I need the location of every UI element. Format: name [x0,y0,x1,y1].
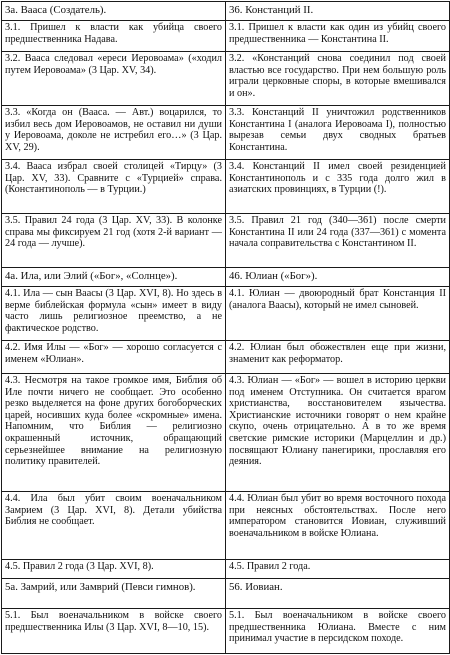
comparison-cell-left: 5.1. Был военачальником в войске своего предшественника Илы (3 Цар. XVI, 8—10, 15). [2,609,226,654]
comparison-cell-left: 4.5. Правил 2 года (3 Цар. XVI, 8). [2,560,226,579]
comparison-cell-right: 4.3. Юлиан — «Бог» — вошел в историю церкви под именем Отступника. Он считается врагом христианства, восстановителем язычества. Христианские источники говорят о нем крайне скупо, очень отрицательно. А в то же время светские римские историки (Марцеллин и др.) посвящают Юлиану панегирики, прославляя его деяния. [226,374,450,492]
comparison-cell-left: 3.2. Вааса следовал «ереси Иеровоама» («ходил путем Иеровоама» (3 Цар. XV, 34). [2,52,226,106]
table-row [2,374,450,492]
comparison-cell-right: 3.4. Констанций II имел своей резиденцией Константинополь и с 335 года долго жил в азиатских провинциях, в Турции (!). [226,160,450,214]
comparison-cell-right: 3.5. Правил 21 год (340—361) после смерти Константина II или 24 года (337—361) с момента начала соправительства с Константином II. [226,214,450,268]
comparison-cell-left: 4.2. Имя Илы — «Бог» — хорошо согласуется с именем «Юлиан». [2,341,226,374]
table-header-row [2,268,450,287]
comparison-cell-right: 4.5. Правил 2 года. [226,560,450,579]
table-row [2,492,450,560]
table-header-row [2,579,450,609]
section-title-left: 3а. Вааса (Создатель). [2,2,226,21]
table-row [2,52,450,106]
comparison-cell-right: 5.1. Был военачальником в войске своего предшественника Юлиана. Вместе с ним принимал участие в персидском походе. [226,609,450,654]
comparison-cell-right: 3.3. Констанций II уничтожил родственников Константина I (аналога Иеровоама I), полностью вырезав семьи двух сводных братьев Константина. [226,106,450,160]
comparison-cell-left: 3.1. Пришел к власти как убийца своего предшественника Надава. [2,21,226,52]
table-row [2,287,450,341]
comparison-table-body [2,2,450,654]
table-row [2,106,450,160]
comparison-cell-right: 3.1. Пришел к власти как один из убийц своего предшественника — Константина II. [226,21,450,52]
table-row [2,160,450,214]
comparison-cell-right: 4.4. Юлиан был убит во время восточного похода при неясных обстоятельствах. После него императором становится Иовиан, служивший военачальником в войске Юлиана. [226,492,450,560]
comparison-cell-right: 4.2. Юлиан был обожествлен еще при жизни, знаменит как реформатор. [226,341,450,374]
table-row [2,341,450,374]
comparison-cell-left: 3.3. «Когда он (Вааса. — Авт.) воцарился, то избил весь дом Иеровоамов, не оставил ни души у Иеровоама, доколе не истребил его…» (3 Цар. XV, 29). [2,106,226,160]
comparison-cell-left: 4.1. Ила — сын Ваасы (3 Цар. XVI, 8). Но здесь в верме библейская формула «сын» имеет в виду часто лишь религиозное преемство, а не фактическое родство. [2,287,226,341]
table-header-row [2,2,450,21]
comparison-cell-left: 3.5. Правил 24 года (3 Цар. XV, 33). В колонке справа мы фиксируем 21 год (хотя 2-й вариант — 24 года — лучше). [2,214,226,268]
section-title-right: 36. Констанций II. [226,2,450,21]
section-title-right: 46. Юлиан («Бог»). [226,268,450,287]
table-row [2,609,450,654]
comparison-table [1,1,450,654]
comparison-cell-left: 3.4. Вааса избрал своей столицей «Тирцу» (3 Цар. XV, 33). Сравните с «Турцией» справа. (Константинополь — в Турции.) [2,160,226,214]
comparison-cell-right: 3.2. «Констанций снова соединил под своей властью все государство. При нем большую роль играли церковные споры, в которые вмешивался и он». [226,52,450,106]
comparison-cell-right: 4.1. Юлиан — двоюродный брат Констанция II (аналога Ваасы), который не имел сыновей. [226,287,450,341]
section-title-left: 5а. Замрий, или Замврий (Певси гимнов). [2,579,226,609]
comparison-cell-left: 4.4. Ила был убит своим военачальником Замрием (3 Цар. XVI, 8). Детали убийства Библия не сообщает. [2,492,226,560]
comparison-cell-left: 4.3. Несмотря на такое громкое имя, Библия об Иле почти ничего не сообщает. Это особенно резко выделяется на фоне других богоборческих царей, носивших куда более «скромные» имена. Напомним, что Библия — религиозно окрашенный источник, обращающий серьезнейшее внимание на религиозную политику правителей. [2,374,226,492]
section-title-left: 4а. Ила, или Элий («Бог», «Солнце»). [2,268,226,287]
table-row [2,21,450,52]
section-title-right: 56. Иовиан. [226,579,450,609]
table-row [2,214,450,268]
table-row [2,560,450,579]
document-page [1,1,449,653]
